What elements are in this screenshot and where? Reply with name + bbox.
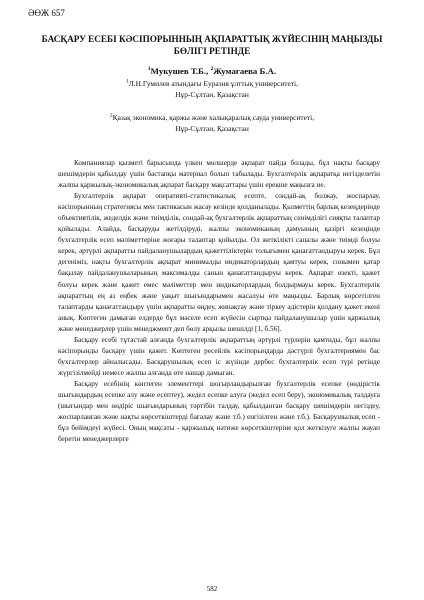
affiliation-1	[60, 79, 364, 100]
author1-name: Мукушев Т.Б.,	[150, 66, 209, 76]
authors-line	[0, 66, 424, 76]
affiliation-2-line1: Қазақ экономика, қаржы және халықаралық сауда университеті,	[112, 113, 315, 122]
author2-sup: 2	[210, 66, 214, 73]
affiliation-2-line2: Нұр-Сұлтан, Қазақстан	[175, 123, 249, 133]
paragraph-2: Бухгалтерлік ақпарат оперативті-статистикалық есепте, сондай-ақ болжау, жоспарлау, кәсіпорынның стратегиясы мен тактикасын жасау кезінде қолданылады. Қызметтің барлық кезеңдерінде объективтілік, жеделдік және тиімділік, сондай-ақ бухгалтерлік ақпараттың сенімділігі сияқты талаптар қойылады. Алайда, басқаруды жетілдіруді, жалпы экономиканың дамуының қазіргі кезеңінде бухгалтерлік есеп мәліметтеріне жоғары талаптар қойылды. Ол жеткілікті сапалы және тиімді болуы керек, әртүрлі ақпаратты пайдаланушылардың қажеттіліктерін толығымен қанағаттандыруы керек. Бұл дегеніміз, нақты бухгалтерлік ақпарат минималды индикаторлардың қамтуы керек, сонымен қатар бақылау пайдаланушыларының максималды санын қанағаттандыруы керек. Ақпарат өзекті, қажет болуы керек және қажет емес мәліметтер мен индикаторлардың болдырмауы керек. Бухгалтерлік ақпараттың ең аз еңбек және уақыт шығындарымен жасалуы өте маңызды. Барлық көрсетілген талаптарды қанағаттандыру үшін ақпаратты өңдеу, жинақтау және тіркеу әдістерін қолдану қажет екені анық. Көптеген дамыған елдерде бұл мәселе есеп жүйесін сыртқы пайдаланушылар үшін қаржылық және менеджерлер үшін менеджмент деп бөлу арқылы шешілді [1, б.56].	[58, 192, 380, 333]
author1-sup: 1	[147, 66, 151, 73]
affiliation-2	[60, 113, 364, 134]
affiliation-2-sup: 2	[109, 112, 113, 119]
udc-code: ӘӨЖ 657	[28, 8, 65, 18]
author2-name: Жумагаева Б.А.	[213, 66, 277, 76]
paragraph-1: Компаниялар қызметі барысында үлкен мөлшерде ақпарат пайда болады, бұл нақты басқару шешімдерін қабылдау үшін бастапқы материал болып табылады. Бухгалтерлік ақпаратқа негізделетін жалпы қаржылық-экономикалық ақпарат басқару мақсаттары үшін ерекше маңызға ие.	[58, 159, 380, 190]
paper-title: БАСҚАРУ ЕСЕБІ КӘСІПОРЫННЫҢ АҚПАРАТТЫҚ ЖҮЙЕСІНІҢ МАҢЫЗДЫ БӨЛІГІ РЕТІНДЕ	[41, 34, 383, 56]
paragraph-3: Басқару есебі тұтастай алғанда бухгалтерлік ақпараттың әртүрлі түрлерін қамтиды, бұл жалпы кәсіпорынды басқару үшін қажет. Көптеген ресейлік кәсіпорындарда дәстүрлі бухгалтериямен бас бухгалтерлер айналысады. Басқарушылық есеп іс жүзінде дербес бухгалтерлік есеп түрі ретінде жүргізілмейді немесе жалпы алғанда өте нашар дамыған.	[58, 335, 380, 377]
page-number: 582	[206, 585, 218, 593]
affiliation-1-sup: 1	[126, 78, 129, 85]
affiliation-1-line2: Нұр-Сұлтан, Қазақстан	[175, 89, 249, 99]
affiliation-1-line1: Л.Н.Гумилев атындағы Еуразия ұлттық университеті,	[128, 79, 298, 88]
body-text	[58, 158, 380, 445]
paragraph-4: Басқару есебінің көптеген элементтері шоғырландырылған бухгалтерлік есепке (өндірістік шығындардың есепке алу және есептеу), жедел есепке алуға (жедел есеп беру), экономикалық талдауға (шығындар мен өндіріс шығындарының тәртібін талдау, қабылданған басқару шешімдерін негіздеу, жоспарланған және нақты көрсеткіштерді бағалау және т.б.) енгізілген және т.б.). Басқарушылық есеп - бұл бейімдеуі жүйесі. Оның мақсаты - қаржылық нәтиже көрсеткіштеріне қол жеткізуге жалпы жауап беретін менеджерлерге	[58, 379, 380, 444]
